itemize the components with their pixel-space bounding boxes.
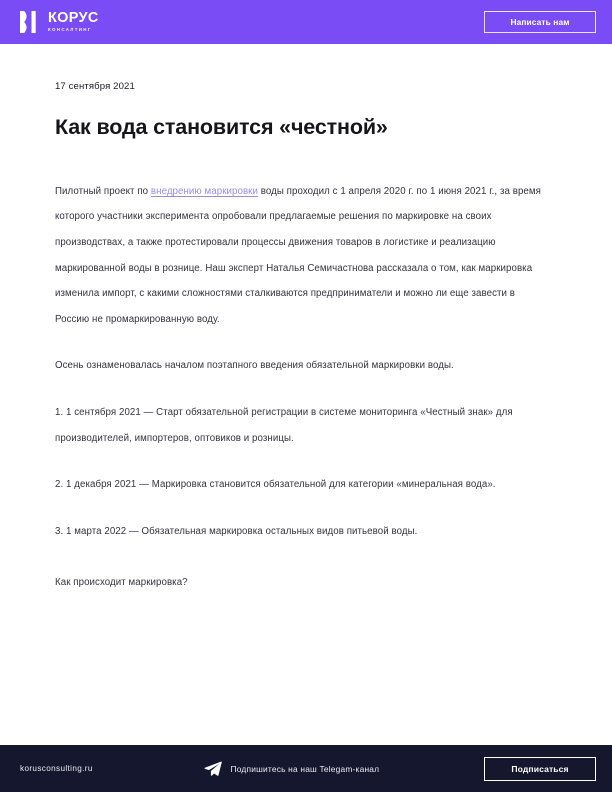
article-content xyxy=(0,44,612,745)
brand-text xyxy=(48,11,99,32)
list-item-stage-1: 1. 1 сентября 2021 — Старт обязательной регистрации в системе мониторинга «Честный знак» для производителей, импортеров, оптовиков и розницы. xyxy=(55,406,513,444)
list-item-stage-3: 3. 1 марта 2022 — Обязательная маркировка остальных видов питьевой воды. xyxy=(55,525,418,537)
footer-telegram-block xyxy=(113,761,470,776)
list-item-stage-2: 2. 1 декабря 2021 — Маркировка становится обязательной для категории «минеральная вода». xyxy=(55,479,496,491)
footer-telegram-label: Подпишитесь на наш Telegam-канал xyxy=(230,763,380,774)
intro-text-after-link: воды проходил с 1 апреля 2020 г. по 1 июня 2021 г., за время которого участники эксперимента опробовали предлагаемые решения по маркировке на своих производствах, а также протестировали процессы движения товаров в логистике и реализацию маркированной воды в рознице. Наш эксперт Наталья Семичастнова рассказала о том, как маркировка изменила импорт, с какими сложностями сталкиваются предприниматели и можно ли еще завести в Россию не промаркированную воду. xyxy=(55,185,541,325)
paragraph-intro xyxy=(55,179,552,333)
intro-text-before-link: Пилотный проект по xyxy=(55,185,151,197)
paragraph-autumn: Осень ознаменовалась началом поэтапного введения обязательной маркировки воды. xyxy=(55,360,454,372)
subscribe-button[interactable]: Подписаться xyxy=(484,757,596,781)
brand-logo[interactable] xyxy=(20,11,99,33)
page-title: Как вода становится «честной» xyxy=(55,115,388,139)
paragraph-question: Как происходит маркировка? xyxy=(55,577,188,589)
article-date: 17 сентября 2021 xyxy=(55,81,135,92)
article-body xyxy=(55,179,557,596)
site-header xyxy=(0,0,612,44)
marking-implementation-link[interactable]: внедрению маркировки xyxy=(150,185,258,197)
footer-site-url[interactable]: korusconsulting.ru xyxy=(20,764,93,773)
telegram-paper-plane-icon xyxy=(204,761,222,776)
contact-us-button[interactable]: Написать нам xyxy=(484,11,596,33)
brand-subtitle: КОНСАЛТИНГ xyxy=(48,27,92,33)
brand-name: КОРУС xyxy=(48,10,99,27)
site-footer xyxy=(0,745,612,792)
korus-logo-icon xyxy=(20,11,41,33)
